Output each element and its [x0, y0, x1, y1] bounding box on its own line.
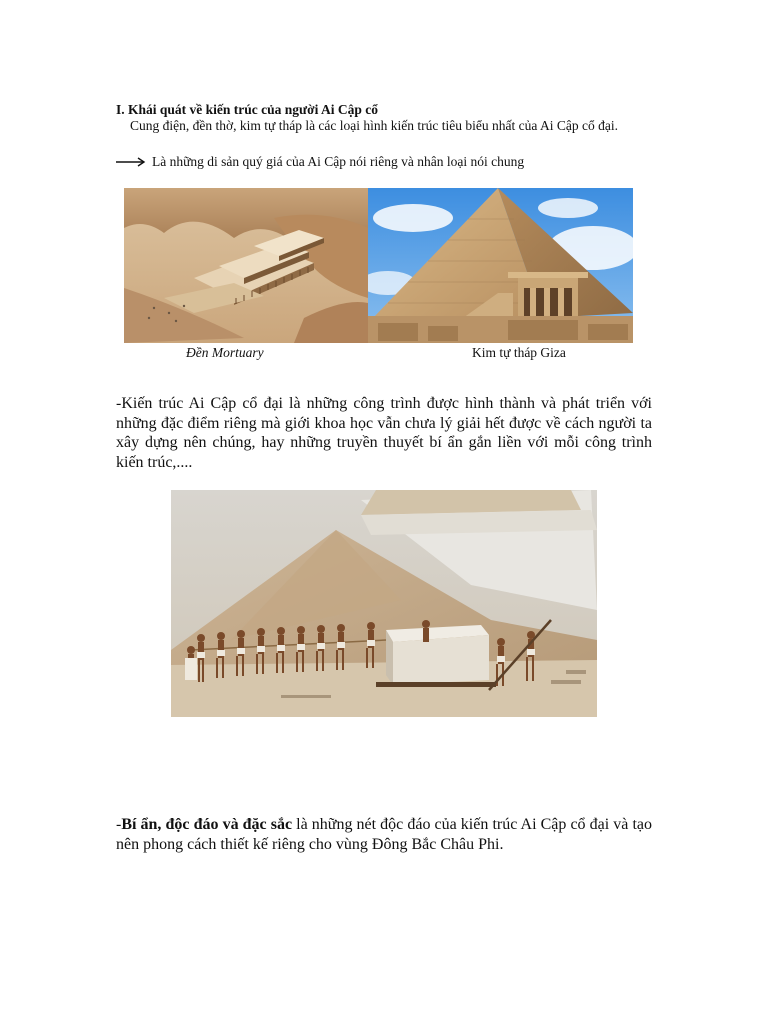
paragraph-features-bold: Bí ẩn, độc đáo và đặc sắc [121, 816, 293, 833]
section-heading: I. Khái quát về kiến trúc của người Ai Cập cổ [116, 102, 378, 117]
paragraph-features-rest: là những nét độc đáo của kiến trúc Ai Cập cổ đại và tạo nên phong cách thiết kế riêng cho vùng Đông Bắc Châu Phi. [116, 816, 652, 853]
giza-pyramid-image [368, 188, 633, 343]
paragraph-architecture: -Kiến trúc Ai Cập cổ đại là những công trình được hình thành và phát triển với những đặc điểm riêng mà giới khoa học vẫn chưa lý giải hết được về cách người ta xây dựng nên chúng, hay những truyền thuyết bí ẩn gắn liền với mỗi công trình kiến trúc,.... [116, 395, 652, 471]
mortuary-temple-image [124, 188, 368, 343]
arrow-statement [116, 153, 656, 171]
paragraph-features-prefix: - [116, 816, 122, 833]
pyramid-construction-painting [171, 490, 597, 717]
mortuary-caption: Đền Mortuary [186, 345, 264, 360]
intro-paragraph: Cung điện, đền thờ, kim tự tháp là các loại hình kiến trúc tiêu biểu nhất của Ai Cập cổ đại. [130, 118, 618, 133]
giza-caption: Kim tự tháp Giza [472, 345, 566, 360]
right-arrow-icon [116, 157, 146, 167]
arrow-statement-text: Là những di sản quý giá của Ai Cập nói riêng và nhân loại nói chung [152, 154, 525, 169]
paragraph-features [116, 815, 652, 854]
